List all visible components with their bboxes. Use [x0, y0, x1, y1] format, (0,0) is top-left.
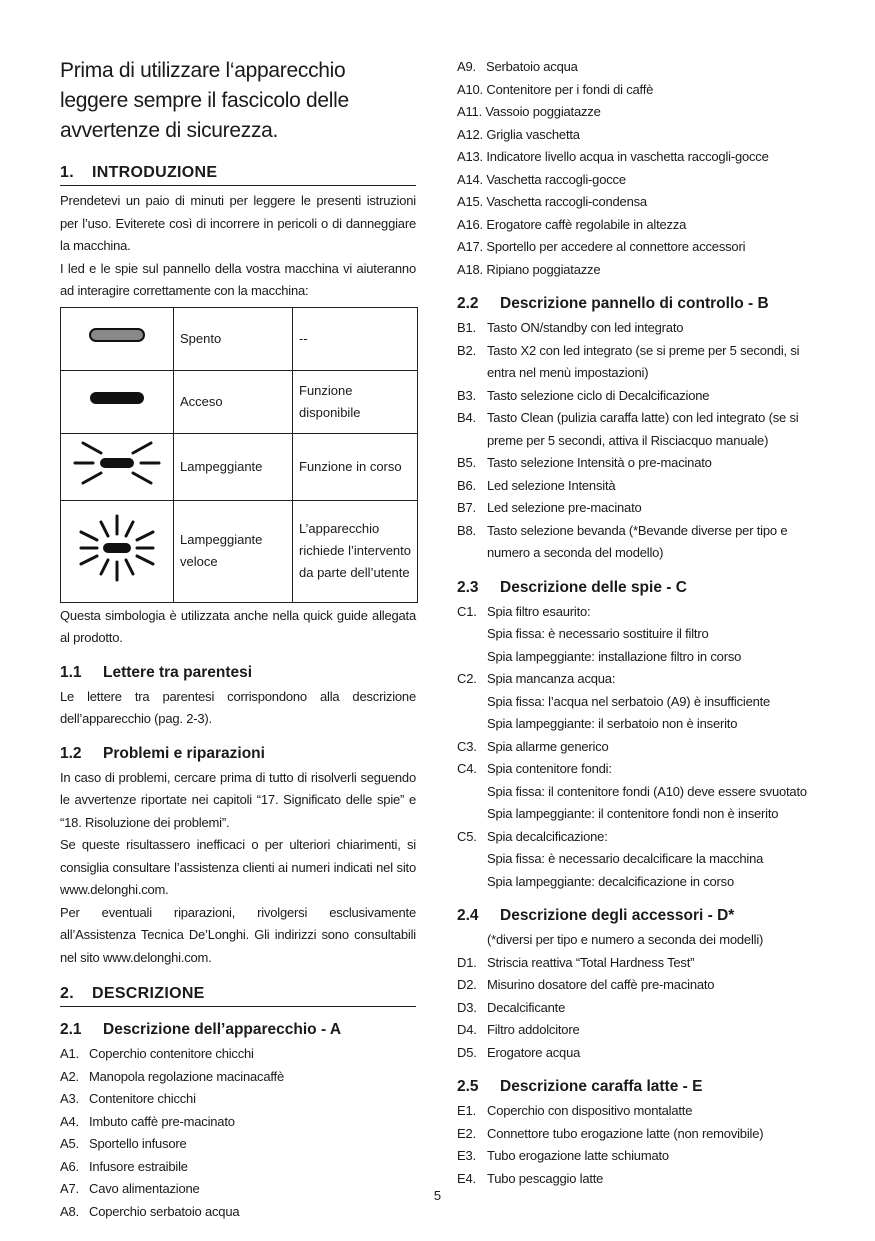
led-off-icon — [61, 307, 174, 370]
list-item: C2. Spia mancanza acqua: Spia fissa: l’acqua nel serbatoio (A9) è insufficiente Spia lampeggiante: il serbatoio non è inserito — [457, 671, 771, 731]
list-item: A5. Sportello infusore — [60, 1136, 187, 1151]
list-item: B1. Tasto ON/standby con led integrato — [457, 320, 684, 335]
table-row: Lampeggiante Funzione in corso — [61, 433, 418, 500]
right-column — [457, 56, 815, 1190]
section-2-2-heading: 2.2 Descrizione pannello di controllo - B — [457, 295, 769, 312]
list-item: A6. Infusore estraibile — [60, 1158, 188, 1174]
appliance-parts-list-continued — [457, 56, 815, 281]
section-2-3-heading: 2.3 Descrizione delle spie - C — [457, 578, 687, 596]
list-item: A7. Cavo alimentazione — [60, 1181, 200, 1196]
list-item: A11. Vassoio poggiatazze — [457, 104, 601, 119]
led-blinking-icon — [61, 433, 174, 500]
section-2-5-heading: 2.5 Descrizione caraffa latte - E — [457, 1078, 703, 1095]
list-item: E2. Connettore tubo erogazione latte (non removibile) — [457, 1125, 764, 1141]
list-item: B6. Led selezione Intensità — [457, 477, 616, 493]
letters-paragraph: Le lettere tra parentesi corrispondono alla descrizione dell’apparecchio (pag. 2-3). — [60, 688, 416, 726]
list-item: D1. Striscia reattiva “Total Hardness Test” — [457, 954, 695, 970]
section-2-4-heading: 2.4 Descrizione degli accessori - D* — [457, 907, 735, 924]
milk-carafe-list — [457, 1100, 815, 1190]
table-row: Lampeggiante veloce L’apparecchio richiede l’intervento da parte dell’utente — [61, 500, 418, 602]
led-on-icon — [61, 370, 174, 433]
list-item: E3. Tubo erogazione latte schiumato — [457, 1148, 669, 1163]
list-item: A2. Manopola regolazione macinacaffè — [60, 1068, 284, 1084]
accessories-note: (*diversi per tipo e numero a seconda dei modelli) — [487, 932, 764, 947]
list-item: A1. Coperchio contenitore chicchi — [60, 1046, 254, 1061]
list-item: B5. Tasto selezione Intensità o pre-macinato — [457, 455, 712, 470]
led-legend-table — [60, 307, 418, 603]
problems-paragraph-1: In caso di problemi, cercare prima di tutto di risolverli seguendo le avvertenze riportate nei capitoli “17. Significato delle spie” e “18. Risoluzione dei problemi”. — [60, 769, 416, 830]
control-panel-list — [457, 317, 815, 565]
list-item: E4. Tubo pescaggio latte — [457, 1170, 604, 1186]
list-item: A15. Vaschetta raccogli-condensa — [457, 194, 647, 209]
list-item: A16. Erogatore caffè regolabile in altezza — [457, 216, 687, 232]
list-item: D2. Misurino dosatore del caffè pre-macinato — [457, 977, 715, 992]
list-item: D3. Decalcificante — [457, 999, 566, 1015]
section-2-heading: 2. DESCRIZIONE — [60, 985, 416, 1007]
list-item: B3. Tasto selezione ciclo di Decalcificazione — [457, 387, 710, 403]
list-item: C3. Spia allarme generico — [457, 738, 609, 754]
accessories-list — [457, 929, 815, 1064]
list-item: C1. Spia filtro esaurito: Spia fissa: è necessario sostituire il filtro Spia lampeggiante: installazione filtro in corso — [457, 603, 742, 664]
list-item: A10. Contenitore per i fondi di caffè — [457, 81, 654, 97]
list-item: A18. Ripiano poggiatazze — [457, 261, 601, 277]
intro-paragraph-2: I led e le spie sul pannello della vostra macchina vi aiuteranno ad interagire correttamente con la macchina: — [60, 260, 416, 298]
warning-lights-list — [457, 601, 815, 894]
list-item: A12. Griglia vaschetta — [457, 126, 580, 142]
list-item: B2. Tasto X2 con led integrato (se si preme per 5 secondi, si entra nel menù impostazioni) — [457, 342, 800, 380]
list-item: A17. Sportello per accedere al connettore accessori — [457, 239, 746, 254]
list-item: C5. Spia decalcificazione: Spia fissa: è necessario decalcificare la macchina Spia lampeggiante: decalcificazione in corso — [457, 828, 764, 889]
table-row: Acceso Funzione disponibile — [61, 370, 418, 433]
list-item: A13. Indicatore livello acqua in vaschetta raccogli-gocce — [457, 149, 769, 164]
list-item: B8. Tasto selezione bevanda (*Bevande diverse per tipo e numero a seconda del modello) — [457, 522, 788, 560]
table-row: Spento -- — [61, 307, 418, 370]
intro-paragraph-1: Prendetevi un paio di minuti per leggere le presenti istruzioni per l’uso. Eviterete così di incorrere in pericoli o di danneggiare la macchina. — [60, 193, 416, 253]
list-item: A4. Imbuto caffè pre-macinato — [60, 1113, 235, 1129]
safety-lead: Prima di utilizzare l‘apparecchio leggere sempre il fascicolo delle avvertenze di sicurezza. — [60, 59, 349, 142]
led-fast-blinking-icon — [61, 500, 174, 602]
section-1-heading: 1. INTRODUZIONE — [60, 164, 416, 186]
list-item: A14. Vaschetta raccogli-gocce — [457, 171, 626, 187]
list-item: A9. Serbatoio acqua — [457, 59, 578, 74]
page-number: 5 — [433, 1188, 442, 1203]
list-item: B7. Led selezione pre-macinato — [457, 500, 642, 515]
section-1-1-heading: 1.1 Lettere tra parentesi — [60, 663, 253, 681]
section-2-1-heading: 2.1 Descrizione dell’apparecchio - A — [60, 1021, 342, 1038]
list-item: E1. Coperchio con dispositivo montalatte — [457, 1103, 693, 1118]
list-item: A8. Coperchio serbatoio acqua — [60, 1203, 240, 1219]
list-item: C4. Spia contenitore fondi: Spia fissa: il contenitore fondi (A10) deve essere svuotato Spia lampeggiante: il contenitore fondi non è inserito — [457, 761, 807, 821]
list-item: D5. Erogatore acqua — [457, 1044, 581, 1060]
problems-paragraph-2: Se queste risultassero inefficaci o per ulteriori chiarimenti, si consiglia consultare l’assistenza clienti ai numeri indicati nel sito www.delonghi.com. — [60, 837, 416, 897]
list-item: A3. Contenitore chicchi — [60, 1091, 196, 1106]
symbology-note: Questa simbologia è utilizzata anche nella quick guide allegata al prodotto. — [60, 607, 416, 645]
left-column — [60, 56, 416, 1223]
problems-paragraph-3: Per eventuali riparazioni, rivolgersi esclusivamente all’Assistenza Tecnica De’Longhi. Gli indirizzi sono consultabili nel sito www.delonghi.com. — [60, 904, 416, 965]
section-1-2-heading: 1.2 Problemi e riparazioni — [60, 744, 265, 762]
list-item: D4. Filtro addolcitore — [457, 1022, 580, 1037]
list-item: B4. Tasto Clean (pulizia caraffa latte) con led integrato (se si preme per 5 secondi, attiva il Risciacquo manuale) — [457, 410, 799, 448]
